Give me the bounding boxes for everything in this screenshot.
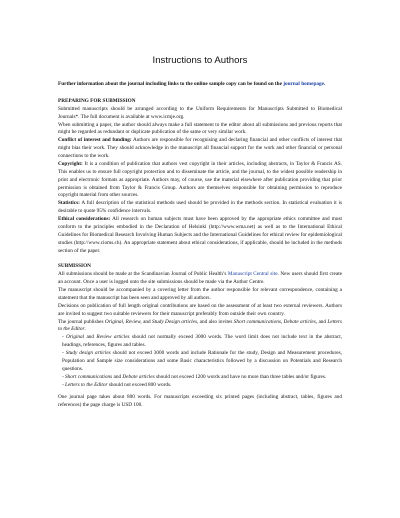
page-charge-paragraph: One journal page takes about 800 words. For manuscripts exceeding six printed pages (including abstract, tables, figures and references) the page charge is USD 100. [58,394,342,409]
submission-heading: SUBMISSION [58,263,91,270]
prep-paragraph-1: Submitted manuscripts should be arranged according to the Uniform Requirements for Manuscripts Submitted to Biomedical Journals*. The full document is available at www.icmje.org. [58,105,342,120]
preparing-section [58,98,342,256]
bullet-short-communications: - Short communications and Debate articles should not exceed 1200 words and have no more than three tables and/or figures. [62,373,327,380]
bullet-letters: - Letters to the Editor should not exceed 800 words. [62,381,172,388]
bullet-study-design: - Study design articles should not exceed 3000 words and include Rationale for the study, Design and Measurement procedures, Population and Sample size considerations and some Basic characteristics followed by a discussion on Potentials and Research questions. [62,350,342,372]
intro-text: Further information about the journal including links to the online sample copy can be found on the [58,81,284,87]
prep-paragraph-2: When submitting a paper, the author should always make a full statement to the editor about all submissions and previous reports that might be regarded as redundant or duplicate publication of the same or very similar work. [58,121,342,136]
sub-paragraph-3: Decisions on publication of full length original contributions are based on the assessment of at least two external reviewers. Authors are invited to suggest two suitable reviewers for their manuscript preferably from outside their own country. [58,302,342,317]
preparing-heading: PREPARING FOR SUBMISSION [58,97,136,104]
statistics-paragraph: Statistics: A full description of the statistical methods used should be provided in the methods section. In statistical evaluation it is desirable to quote 95% confidence intervals. [58,200,342,215]
sub-paragraph-1: All submissions should be made at the Scandinavian Journal of Public Health’s Manuscript Central site. New users should first create an account. Once a user is logged onto the site submissions should be made via the Author Centre. [58,271,343,286]
submission-section [58,263,342,410]
sub-paragraph-4: The journal publishes Original, Review, and Study Design articles, and also invites Short communications, Debate articles, and Letters to the Editor. [58,318,342,333]
intro-paragraph: Further information about the journal including links to the online sample copy can be found on the journal homepage. [58,81,326,87]
ethics-paragraph: Ethical considerations: All research on human subjects must have been approved by the appropriate ethics committee and must conform to the principles embodied in the Declaration of Helsinki (http://www.wma.net) as well as to the International Ethical Guidelines for Biomedical Research Involving Human Subjects and the International Guidelines for ethical review for epidemiological studies (http://www.cioms.ch). An appropriate statement about ethical considerations, if applicable, should be included in the methods section of the paper. [58,216,342,254]
copyright-paragraph: Copyright: It is a condition of publication that authors vest copyright in their articles, including abstracts, in Taylor & Francis AS. This enables us to ensure full copyright protection and to disseminate the article, and the journal, to the widest possible readership in print and electronic formats as appropriate. Authors may, of course, use the material elsewhere after publication providing that prior permission is obtained from Taylor & Francis Group. Authors are themselves responsible for obtaining permission to reproduce copyright material from other sources. [58,160,342,199]
manuscript-central-link[interactable]: Manuscript Central site [227,271,278,278]
sub-paragraph-2: The manuscript should be accompanied by a covering letter from the author responsible for relevant correspondence, containing a statement that the manuscript has been seen and approved by all authors. [58,287,342,301]
journal-homepage-link[interactable]: journal homepage [283,81,324,87]
bullet-original-review: - Original and Review articles should not normally exceed 3000 words. The word limit does not include text in the abstract, headings, references, figures and tables. [62,334,342,349]
page-title: Instructions to Authors [152,55,248,66]
conflict-paragraph: Conflict of interest and funding: Authors are responsible for recognising and declaring financial and other conflicts of interest that might bias their work. They should acknowledge in the manuscript all financial support for the work and other financial or personal connections to the work. [58,137,342,159]
